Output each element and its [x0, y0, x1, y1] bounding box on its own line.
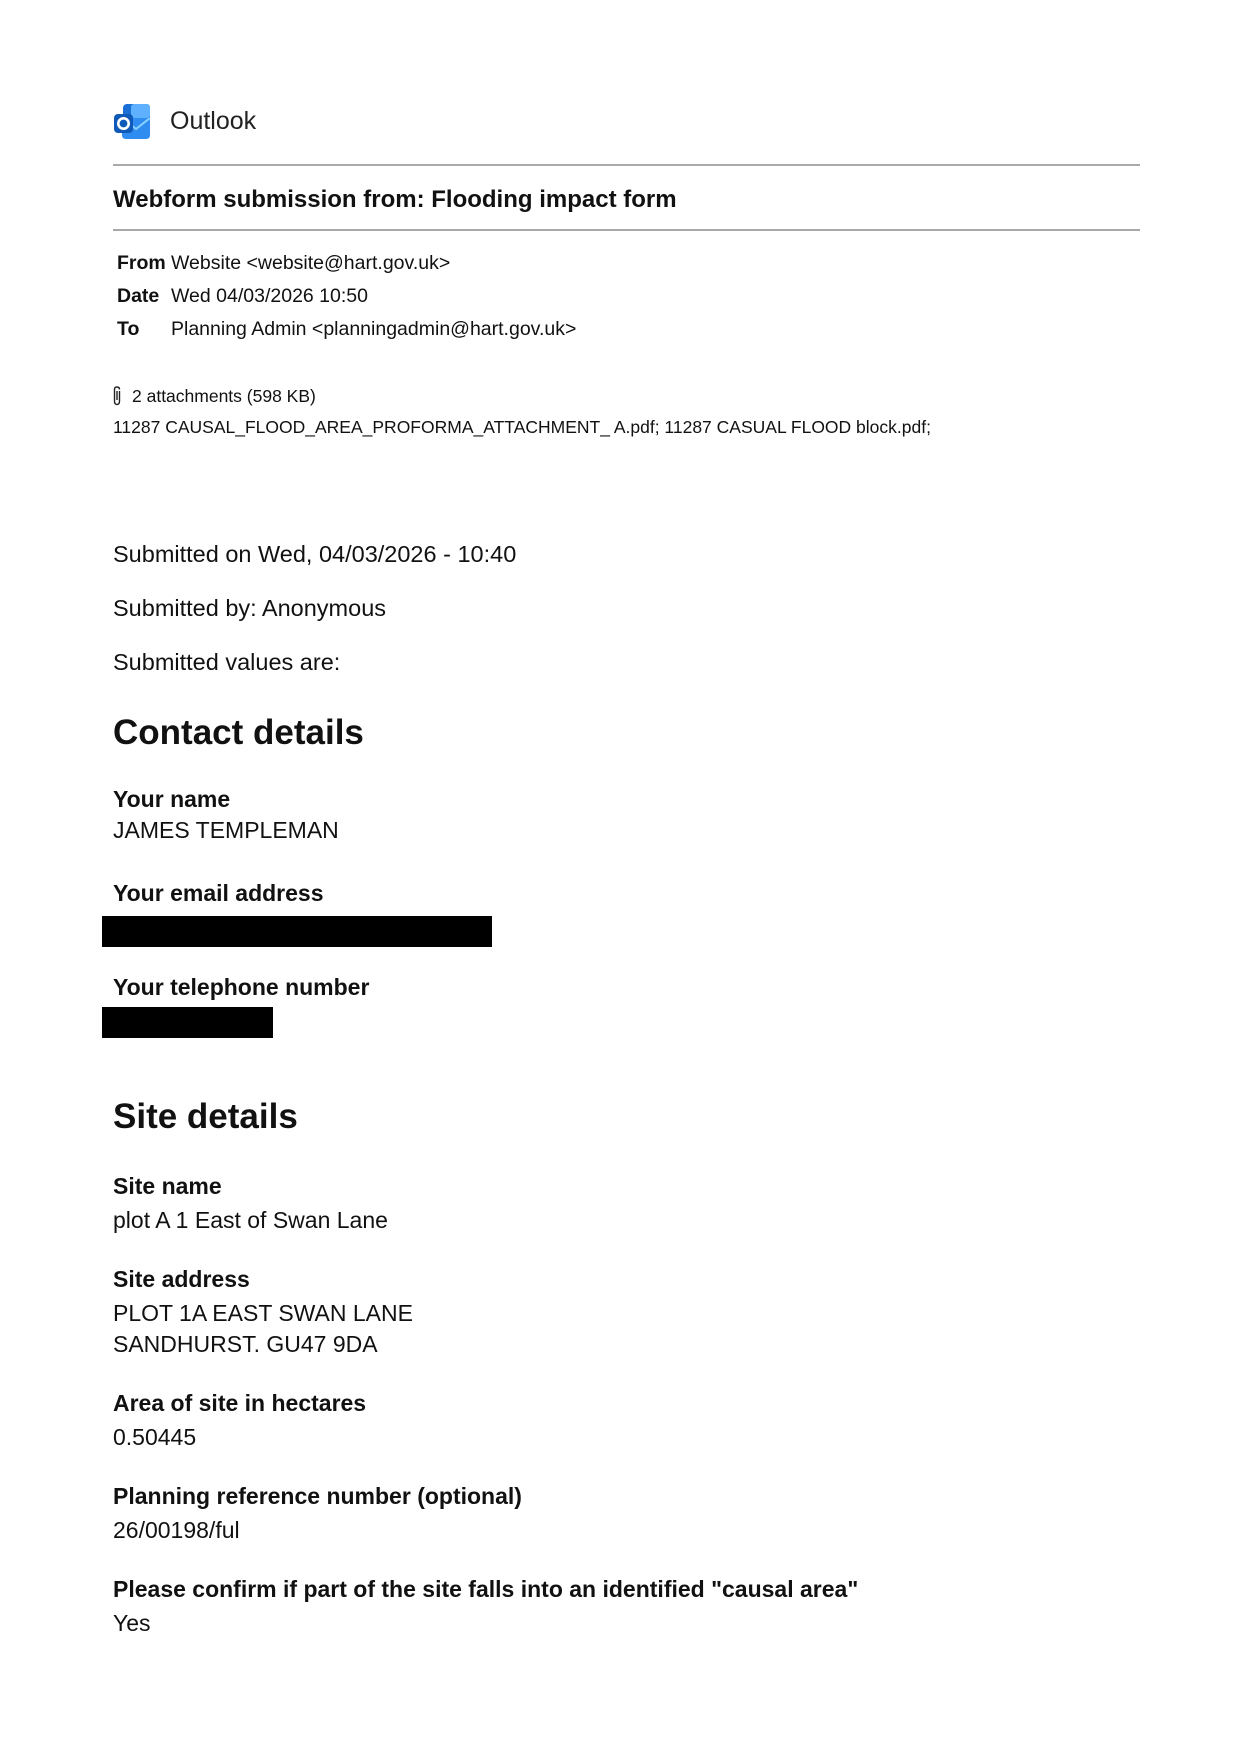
attachments-file-list[interactable]: 11287 CAUSAL_FLOOD_AREA_PROFORMA_ATTACHMENT_ A.pdf; 11287 CASUAL FLOOD block.pdf; — [113, 417, 931, 437]
causal-area-value: Yes — [113, 1610, 151, 1636]
app-header — [113, 100, 256, 142]
email-subject: Webform submission from: Flooding impact form — [113, 186, 677, 213]
to-label: To — [117, 318, 140, 340]
date-label: Date — [117, 285, 160, 307]
telephone-redaction — [102, 1007, 273, 1038]
submitted-values: Submitted values are: — [113, 649, 341, 675]
paperclip-icon — [111, 385, 123, 407]
from-row — [117, 252, 450, 275]
site-address-line2: SANDHURST. GU47 9DA — [113, 1331, 378, 1357]
to-row — [117, 318, 576, 341]
date-value: Wed 04/03/2026 10:50 — [171, 285, 368, 307]
your-name-label: Your name — [113, 786, 231, 812]
app-name: Outlook — [170, 106, 257, 135]
subject-divider — [113, 229, 1140, 231]
email-address-label: Your email address — [113, 880, 324, 906]
to-value[interactable]: Planning Admin <planningadmin@hart.gov.uk> — [171, 318, 577, 340]
submitted-by: Submitted by: Anonymous — [113, 595, 387, 621]
site-details-heading: Site details — [113, 1097, 298, 1136]
attachments-summary[interactable] — [111, 385, 316, 407]
area-label: Area of site in hectares — [113, 1390, 367, 1416]
site-name-value: plot A 1 East of Swan Lane — [113, 1207, 388, 1233]
your-name-value: JAMES TEMPLEMAN — [113, 817, 339, 843]
attachments-summary-text: 2 attachments (598 KB) — [132, 385, 316, 406]
causal-area-label: Please confirm if part of the site falls into an identified "causal area" — [113, 1576, 859, 1602]
site-name-label: Site name — [113, 1173, 222, 1199]
telephone-label: Your telephone number — [113, 974, 370, 1000]
contact-details-heading: Contact details — [113, 713, 364, 752]
from-value[interactable]: Website <website@hart.gov.uk> — [171, 252, 451, 274]
header-divider — [113, 164, 1140, 166]
planning-ref-value: 26/00198/ful — [113, 1517, 240, 1543]
from-label: From — [117, 252, 166, 274]
outlook-logo-icon — [113, 101, 153, 141]
submitted-on: Submitted on Wed, 04/03/2026 - 10:40 — [113, 541, 517, 567]
site-address-line1: PLOT 1A EAST SWAN LANE — [113, 1300, 413, 1326]
site-address-label: Site address — [113, 1266, 250, 1292]
planning-ref-label: Planning reference number (optional) — [113, 1483, 522, 1509]
email-address-redaction — [102, 916, 492, 947]
date-row — [117, 285, 368, 308]
area-value: 0.50445 — [113, 1424, 197, 1450]
